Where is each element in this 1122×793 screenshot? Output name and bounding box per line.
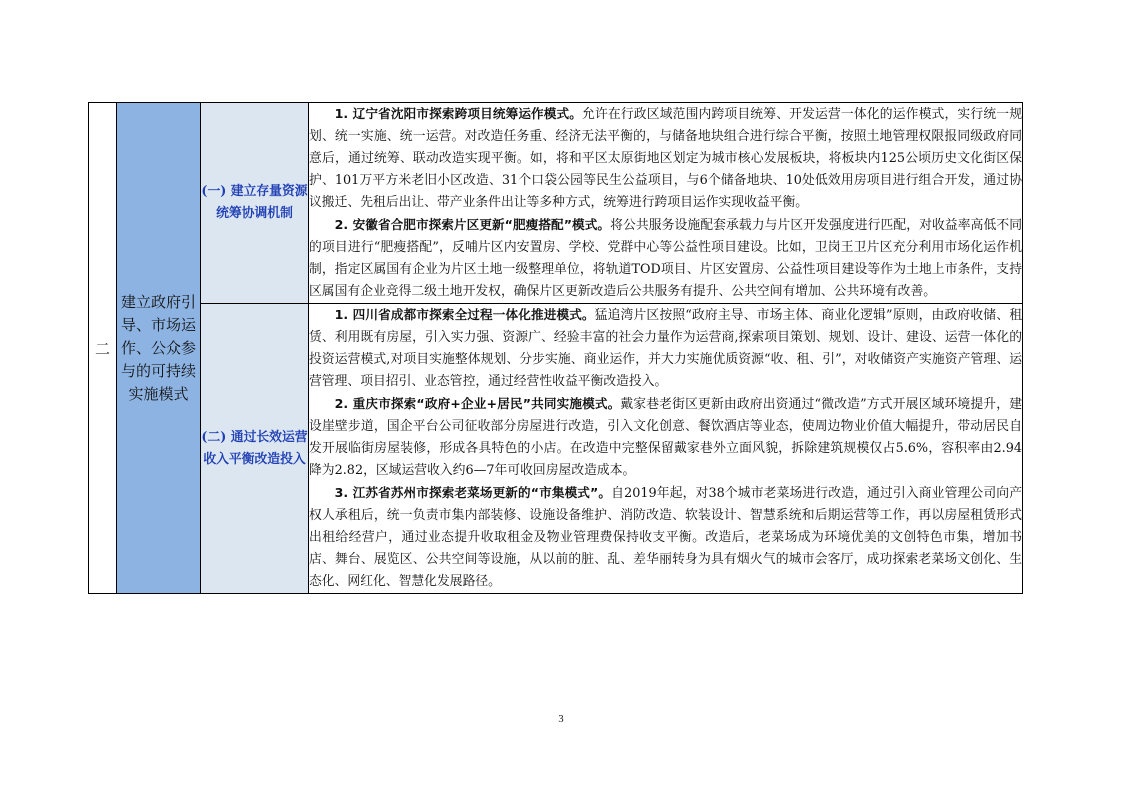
table-row bbox=[89, 304, 1023, 594]
paragraph-text: 允许在行政区域范围内跨项目统筹、开发运营一体化的运作模式，实行统一规划、统一实施、统一运营。对改造任务重、经济无法平衡的，与储备地块组合进行综合平衡，按照土地管理权限报同级政府同意后，通过统筹、联动改造实现平衡。如，将和平区太原街地区划定为城市核心发展板块，将板块内125公顷历史文化街区保护、101万平方米老旧小区改造、31个口袋公园等民生公益项目，与6个储备地块、10处低效用房项目进行组合开发，通过协议搬迁、先租后出让、带产业条件出让等多种方式，统筹进行跨项目运作实现收益平衡。 bbox=[309, 107, 1023, 210]
paragraph-lead: 1. 辽宁省沈阳市探索跨项目统筹运作模式。 bbox=[334, 106, 583, 121]
paragraph-text: 将公共服务设施配套承载力与片区开发强度进行匹配，对收益率高低不同的项目进行“肥瘦搭配”，反哺片区内安置房、学校、党群中心等公益性项目建设。比如，卫岗王卫片区充分利用市场化运作机制，指定区属国有企业为片区土地一级整理单位，将轨道TOD项目、片区安置房、公益性项目建设等作为土地上市条件，支持区属国有企业竞得二级土地开发权，确保片区更新改造后公共服务有提升、公共空间有增加、公共环境有改善。 bbox=[309, 218, 1022, 299]
paragraph bbox=[309, 304, 1022, 393]
paragraph-text: 自2019年起，对38个城市老菜场进行改造，通过引入商业管理公司向产权人承租后，统一负责市集内部装修、设施设备维护、消防改造、软装设计、智慧系统和后期运营等工作，再以房屋租赁形式出租给经营户，通过业态提升收取租金及物业管理费保持收支平衡。改造后，老菜场成为环境优美的文创特色市集，增加书店、舞台、展览区、公共空间等设施，从以前的脏、乱、差华丽转身为具有烟火气的城市会客厅，成功探索老菜场文创化、生态化、网红化、智慧化发展路径。 bbox=[309, 486, 1022, 589]
paragraph-text: 戴家巷老街区更新由政府出资通过“微改造”方式开展区域环境提升，建设崖壁步道，国企平台公司征收部分房屋进行改造，引入文化创意、餐饮酒店等业态，使周边物业价值大幅提升，带动居民自发开展临街房屋装修，形成各具特色的小店。在改造中完整保留戴家巷外立面风貌，拆除建筑规模仅占5.6%，容积率由2.94降为2.82，区域运营收入约6—7年可收回房屋改造成本。 bbox=[309, 397, 1022, 478]
table-row bbox=[89, 103, 1023, 304]
paragraph bbox=[309, 482, 1022, 593]
paragraph bbox=[309, 103, 1022, 214]
paragraph bbox=[309, 214, 1022, 303]
content-cell-1 bbox=[309, 103, 1023, 304]
row-number: 二 bbox=[89, 103, 117, 594]
subtitle-cell-2: (二) 通过长效运营收入平衡改造投入 bbox=[201, 304, 309, 594]
page-number: 3 bbox=[558, 714, 564, 725]
paragraph bbox=[309, 393, 1022, 482]
category-cell: 建立政府引导、市场运作、公众参与的可持续实施模式 bbox=[117, 103, 201, 594]
paragraph-lead: 3. 江苏省苏州市探索老菜场更新的“市集模式”。 bbox=[334, 485, 612, 500]
policy-table bbox=[88, 102, 1023, 594]
paragraph-lead: 1. 四川省成都市探索全过程一体化推进模式。 bbox=[334, 307, 595, 322]
content-cell-2 bbox=[309, 304, 1023, 594]
paragraph-lead: 2. 安徽省合肥市探索片区更新“肥瘦搭配”模式。 bbox=[334, 217, 611, 232]
paragraph-lead: 2. 重庆市探索“政府+企业+居民”共同实施模式。 bbox=[334, 396, 621, 411]
paragraph-text: 猛追湾片区按照“政府主导、市场主体、商业化逻辑”原则，由政府收储、租赁、利用既有房屋，引入实力强、资源广、经验丰富的社会力量作为运营商,探索项目策划、规划、设计、建设、运营一体化的投资运营模式,对项目实施整体规划、分步实施、商业运作，并大力实施优质资源“收、租、引”，对收储资产实施资产管理、运营管理、项目招引、业态管控，通过经营性收益平衡改造投入。 bbox=[309, 308, 1022, 389]
subtitle-cell-1: (一) 建立存量资源统筹协调机制 bbox=[201, 103, 309, 304]
